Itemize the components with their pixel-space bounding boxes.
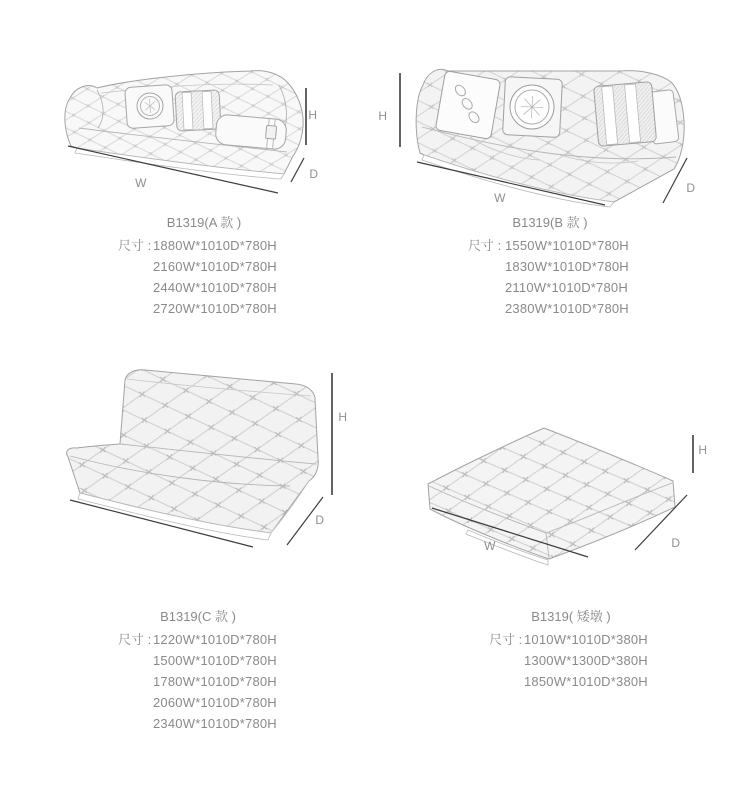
size-row [489, 671, 653, 692]
size-label: 尺寸 : [468, 238, 502, 253]
chain-pillow [435, 71, 501, 140]
sofa-a-sketch [55, 48, 335, 206]
height-dim-label-d: H [698, 443, 708, 457]
size-value: 1550W*1010D*780H [505, 238, 629, 253]
emblem-pillow [503, 77, 563, 138]
product-a-spec [118, 212, 290, 319]
size-value: 2160W*1010D*780H [153, 259, 277, 274]
product-d-spec [489, 606, 653, 692]
size-label: 尺寸 : [118, 238, 152, 253]
product-title: B1319(A 款 ) [166, 215, 242, 230]
size-row [118, 277, 290, 298]
size-row [489, 629, 653, 650]
bolster-pillow [215, 114, 287, 150]
sofa-c-sketch [28, 352, 363, 564]
size-row [118, 713, 278, 734]
height-dim-label-c: H [338, 410, 348, 424]
height-dim-label-b: H [378, 109, 388, 123]
striped-pillow [175, 90, 221, 131]
size-value: 1300W*1300D*380H [524, 653, 648, 668]
width-dim-label-a: W [135, 176, 147, 190]
width-dim-label-d: W [484, 539, 496, 553]
size-value: 1010W*1010D*380H [524, 632, 648, 647]
size-row [118, 650, 278, 671]
product-b-spec [468, 212, 632, 319]
size-value: 2720W*1010D*780H [153, 301, 277, 316]
size-value: 1220W*1010D*780H [153, 632, 277, 647]
depth-dim-label-c: D [315, 513, 325, 527]
size-row [118, 256, 290, 277]
size-row [118, 298, 290, 319]
product-title: B1319(B 款 ) [512, 215, 588, 230]
size-row [118, 671, 278, 692]
sofa-b-sketch [370, 45, 700, 213]
depth-dim-label-d: D [671, 536, 681, 550]
size-row [468, 235, 632, 256]
height-dim-label-a: H [308, 108, 318, 122]
width-dim-label-b: W [494, 191, 506, 205]
size-value: 2380W*1010D*780H [505, 301, 629, 316]
size-value: 1880W*1010D*780H [153, 238, 277, 253]
size-row [118, 235, 290, 256]
size-row [468, 277, 632, 298]
size-row [118, 692, 278, 713]
size-row [468, 298, 632, 319]
size-label: 尺寸 : [118, 632, 152, 647]
striped-pillow [594, 82, 657, 147]
product-title: B1319(C 款 ) [160, 609, 236, 624]
size-value: 1830W*1010D*780H [505, 259, 629, 274]
size-label: 尺寸 : [489, 632, 523, 647]
depth-dim-line [291, 158, 304, 182]
depth-dim-label-b: D [686, 181, 696, 195]
size-row [118, 629, 278, 650]
size-value: 2440W*1010D*780H [153, 280, 277, 295]
size-value: 2110W*1010D*780H [505, 280, 628, 295]
depth-dim-label-a: D [309, 167, 319, 181]
sofa-c-body [67, 370, 319, 540]
size-value: 1850W*1010D*380H [524, 674, 648, 689]
size-value: 2060W*1010D*780H [153, 695, 277, 710]
size-value: 2340W*1010D*780H [153, 716, 277, 731]
product-title: B1319( 矮墩 ) [531, 609, 611, 624]
product-c-spec [118, 606, 278, 734]
size-row [468, 256, 632, 277]
size-value: 1780W*1010D*780H [153, 674, 277, 689]
ottoman-body [428, 428, 675, 565]
emblem-pillow [125, 84, 175, 128]
size-value: 1500W*1010D*780H [153, 653, 277, 668]
size-row [489, 650, 653, 671]
